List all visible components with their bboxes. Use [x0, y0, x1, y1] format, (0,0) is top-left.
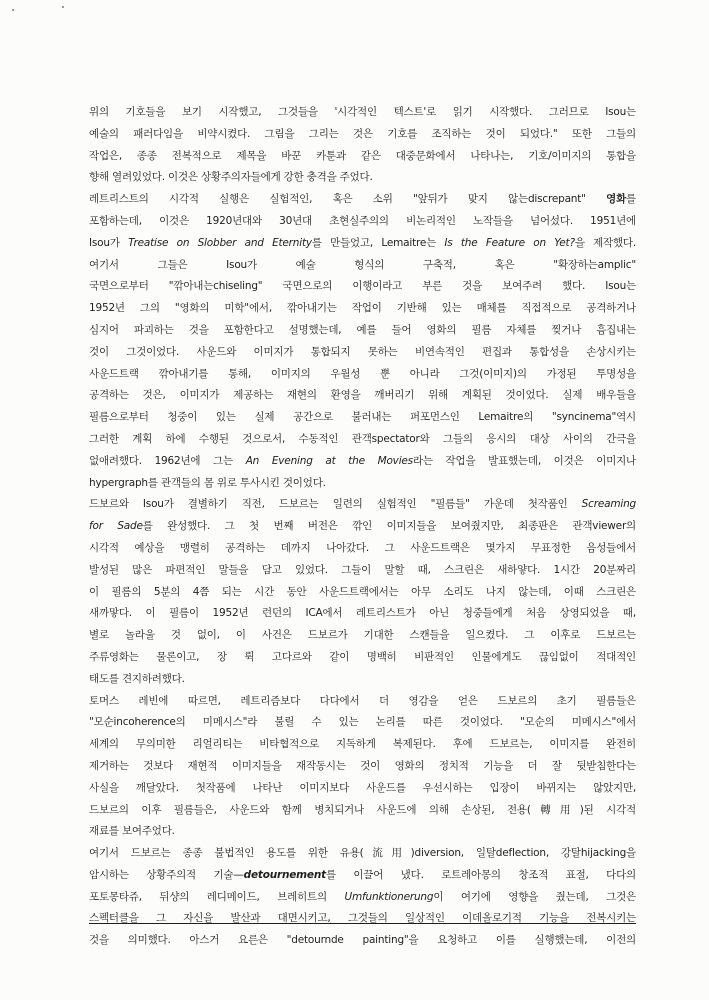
text-line: 재료를 보여주었다. [89, 825, 175, 838]
film-title: Treatise on Slobber and Eternity [128, 236, 312, 249]
film-title: for Sade [89, 520, 143, 533]
italic-term: Umfunktionerung [344, 890, 434, 903]
scan-speck [62, 6, 64, 8]
text-line: 포함하는데, 이것은 1920년대와 30년대 초현실주의의 비논리적인 노작들을 넘어섰다. 1951년에 [89, 214, 636, 227]
text-line: 암시하는 상황주의적 기술—detournement를 이끌어 냈다. 로트레아몽의 창조적 표절, 다다의 [89, 868, 636, 881]
text-line: 이 필름의 5분의 4쯤 되는 시간 동안 사운드트랙에서는 아무 소리도 나지 않는데, 이때 스크린은 [89, 585, 636, 598]
text-line: 사운드트랙 깎아내기를 통해, 이미지의 우월성 뿐 아니라 그것(이미지)의 가정된 투명성을 [89, 367, 636, 380]
underlined-line: 스펙터클을 그 자신을 발산과 대면시키고, 그것들의 일상적인 이데올로기적 기능을 전복시키는 [89, 912, 636, 925]
text-line: 예술의 패러다임을 비약시켰다. 그림을 그리는 것은 기호를 조직하는 것이 되었다." 또한 그들의 [89, 127, 636, 140]
text-line: 세계의 무의미한 리얼리티는 비타협적으로 지독하게 복제된다. 후에 드보르는, 이미지를 완전히 [89, 738, 636, 751]
text-line: 발성된 많은 파편적인 말들을 담고 있었다. 그들이 말할 때, 스크린은 새하얗다. 1시간 20분짜리 [89, 563, 636, 576]
text-line: 국면으로부터 "깎아내는chiseling" 국면으로의 이행이라고 부른 것을 보여주려 했다. Isou는 [89, 280, 636, 293]
text-line: 토머스 레빈에 따르면, 레트리즘보다 다다에서 더 영감을 얻은 드보르의 초기 필름들은 [89, 694, 636, 707]
text-line: "모순incoherence의 미메시스"라 불릴 수 있는 논리를 따른 것이었다. "모순의 미메시스"에서 [89, 716, 636, 729]
text-line: 별로 놀라울 것 없이, 이 사건은 드보르가 기대한 스캔들을 일으켰다. 그 이후로 드보르는 [89, 629, 636, 642]
film-title: Screaming [581, 498, 636, 511]
text-line: 그러한 계획 하에 수행된 것으로서, 수동적인 관객spectator와 그들의 응시의 대상 사이의 간극을 [89, 432, 636, 445]
text-line: Isou가 Treatise on Slobber and Eternity를 만들었고, Lemaitre는 Is the Feature on Yet?을 제작했다. [89, 236, 636, 249]
scan-speck [12, 9, 14, 11]
film-title: Is the Feature on Yet? [444, 236, 575, 249]
text-line: 여기서 그들은 Isou가 예술 형식의 구축적, 혹은 "확장하는amplic" [89, 258, 636, 271]
bold-term: 영화 [606, 193, 627, 206]
text-line: 레트리스트의 시각적 실행은 실험적인, 혹은 소위 "앞뒤가 맞지 않는discrepant" 영화를 [89, 193, 636, 206]
film-title: An Evening at the Movies [245, 454, 413, 467]
text-line: 제거하는 것보다 재현적 이미지들을 재작동시는 것이 영화의 정치적 기능을 더 잘 뒷받침한다는 [89, 759, 636, 772]
text-line: 주류영화는 물론이고, 장 뤽 고다르와 같이 명백히 비판적인 인물에게도 끊임없이 적대적인 [89, 650, 636, 663]
text-line: 것을 의미했다. 아스거 요른은 "detournde painting"을 요청하고 이를 실행했는데, 이전의 [89, 934, 636, 947]
text-line: 새까맣다. 이 필름이 1952년 런던의 ICA에서 레트리스트가 아닌 청중들에게 처음 상영되었을 때, [89, 607, 636, 620]
text-line: 태도를 견지하려했다. [89, 672, 185, 685]
text-line: 공격하는 것은, 이미지가 제공하는 재현의 환영을 깨버리기 위해 계획된 것이었다. 실제 배우들을 [89, 389, 636, 402]
text-line: 드보르와 Isou가 결별하기 직전, 드보르는 일련의 실험적인 "필름들" 가운데 첫작품인 Screaming [89, 498, 636, 511]
text-line: 위의 기호들을 보기 시작했고, 그것들을 '시각적인 텍스트'로 읽기 시작했다. 그러므로 Isou는 [89, 106, 636, 118]
text-line: for Sade를 완성했다. 그 첫 번째 버전은 깎인 이미지들을 보여줬지만, 최종판은 관객viewer의 [89, 520, 636, 533]
text-line: 필름으로부터 청중이 있는 실제 공간으로 불러내는 퍼포먼스인 Lemaitre의 "syncinema"역시 [89, 411, 636, 424]
text-line: 사실을 깨달았다. 첫작품에 나타난 이미지보다 사운드를 우선시하는 입장이 바뀌지는 않았지만, [89, 781, 636, 794]
text-line: 향해 열려있었다. 이것은 상황주의자들에게 강한 충격을 주었다. [89, 171, 373, 184]
text-line: 없애려했다. 1962년에 그는 An Evening at the Movies라는 작업을 발표했는데, 이것은 이미지나 [89, 454, 636, 467]
text-line: 것이 그것이었다. 사운드와 이미지가 통합되지 못하는 비연속적인 편집과 통합성을 손상시키는 [89, 345, 636, 358]
text-line: 포토몽타쥬, 뒤샹의 레디메이드, 브레히트의 Umfunktionerung이 여기에 영향을 줬는데, 그것은 [89, 890, 636, 903]
body-text [89, 102, 636, 952]
text-line: hypergraph를 관객들의 몸 위로 투사시킨 것이었다. [89, 476, 326, 489]
text-line: 드보르의 이후 필름들은, 사운드와 함께 병치되거나 사운드에 의해 손상된, 전용(轉用)된 시각적 [89, 803, 636, 816]
text-line: 심지어 파괴하는 것을 포함한다고 설명했는데, 예를 들어 영화의 필름 자체를 찢거나 흠집내는 [89, 323, 636, 336]
text-line: 시각적 예상을 맹렬히 공격하는 데까지 나아갔다. 그 사운드트랙은 몇가지 무표정한 음성들에서 [89, 541, 636, 554]
text-line: 1952년 그의 "영화의 미학"에서, 깎아내기는 작업이 기반해 있는 매체를 직접적으로 공격하거나 [89, 302, 636, 315]
text-line: 작업은, 종종 전복적으로 제목을 바꾼 카툰과 같은 대중문화에서 나타나는, 기호/이미지의 통합을 [89, 149, 636, 162]
italic-term: detournement [243, 868, 326, 881]
text-line: 여기서 드보르는 종종 불법적인 용도를 위한 유용(流用)diversion, 일탈deflection, 강탈hijacking을 [89, 847, 636, 860]
